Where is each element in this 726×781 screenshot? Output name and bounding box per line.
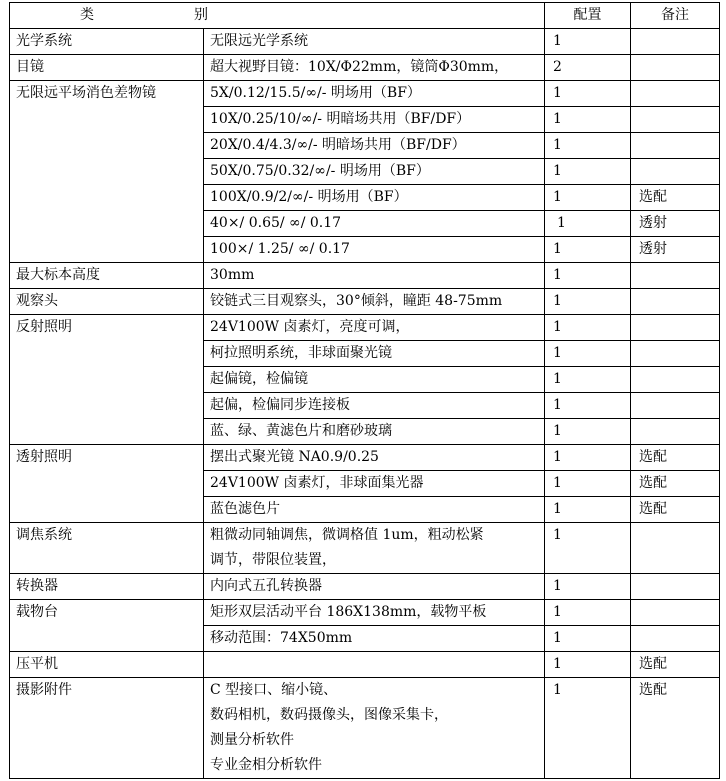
description-cell: 24V100W 卤素灯，亮度可调， — [204, 315, 545, 341]
config-header: 配置 — [545, 3, 631, 29]
config-cell: 1 — [545, 315, 631, 341]
description-cell: 柯拉照明系统，非球面聚光镜 — [204, 341, 545, 367]
description-cell: 移动范围：74X50mm — [204, 626, 545, 652]
description-cell: 100×/ 1.25/ ∞/ 0.17 — [204, 237, 545, 263]
category-cell: 压平机 — [10, 652, 204, 678]
config-cell: 1 — [545, 185, 631, 211]
description-line: 粗微动同轴调焦，微调格值 1um，粗动松紧 — [210, 527, 484, 543]
config-cell: 1 — [545, 393, 631, 419]
description-cell: 50X/0.75/0.32/∞/- 明场用（BF） — [204, 159, 545, 185]
note-cell — [631, 626, 720, 652]
config-cell: 1 — [545, 471, 631, 497]
note-cell — [631, 107, 720, 133]
table-row — [10, 523, 720, 574]
category-cell: 调焦系统 — [10, 523, 204, 574]
config-cell: 2 — [545, 55, 631, 81]
description-line: C 型接口、缩小镜、 — [210, 682, 338, 698]
note-cell — [631, 523, 720, 574]
table-row — [10, 263, 720, 289]
note-cell — [631, 159, 720, 185]
config-cell: 1 — [545, 107, 631, 133]
category-cell: 光学系统 — [10, 29, 204, 55]
note-cell — [631, 55, 720, 81]
config-cell: 1 — [545, 29, 631, 55]
config-cell: 1 — [545, 445, 631, 471]
config-cell: 1 — [545, 600, 631, 626]
config-cell: 1 — [545, 211, 631, 237]
table-row — [10, 600, 720, 626]
config-cell: 1 — [545, 574, 631, 600]
config-cell: 1 — [545, 81, 631, 107]
config-cell: 1 — [545, 419, 631, 445]
table-row — [10, 574, 720, 600]
category-cell: 最大标本高度 — [10, 263, 204, 289]
description-line: 数码相机，数码摄像头，图像采集卡， — [210, 707, 448, 723]
config-cell: 1 — [545, 367, 631, 393]
table-row — [10, 445, 720, 471]
config-cell: 1 — [545, 133, 631, 159]
table-row — [10, 652, 720, 678]
description-cell — [204, 523, 545, 574]
table-row — [10, 29, 720, 55]
category-cell: 摄影附件 — [10, 678, 204, 779]
note-header: 备注 — [631, 3, 720, 29]
description-cell: 30mm — [204, 263, 545, 289]
note-cell — [631, 29, 720, 55]
description-cell: 10X/0.25/10/∞/- 明暗场共用（BF/DF） — [204, 107, 545, 133]
config-cell: 1 — [545, 237, 631, 263]
note-cell: 选配 — [631, 652, 720, 678]
note-cell — [631, 263, 720, 289]
note-cell — [631, 341, 720, 367]
table-row — [10, 55, 720, 81]
note-cell — [631, 133, 720, 159]
note-cell — [631, 315, 720, 341]
note-cell — [631, 81, 720, 107]
category-cell: 载物台 — [10, 600, 204, 652]
description-line: 专业金相分析软件 — [210, 757, 322, 773]
config-cell: 1 — [545, 626, 631, 652]
category-cell: 目镜 — [10, 55, 204, 81]
description-cell: 5X/0.12/15.5/∞/- 明场用（BF） — [204, 81, 545, 107]
table-row — [10, 678, 720, 779]
note-cell — [631, 574, 720, 600]
config-cell: 1 — [545, 263, 631, 289]
note-cell: 选配 — [631, 185, 720, 211]
description-cell: 24V100W 卤素灯，非球面集光器 — [204, 471, 545, 497]
description-cell — [204, 652, 545, 678]
note-cell: 选配 — [631, 471, 720, 497]
spec-table — [9, 2, 720, 779]
config-cell: 1 — [545, 289, 631, 315]
note-cell — [631, 419, 720, 445]
note-cell: 选配 — [631, 497, 720, 523]
note-cell — [631, 367, 720, 393]
description-cell: 40×/ 0.65/ ∞/ 0.17 — [204, 211, 545, 237]
description-cell: 20X/0.4/4.3/∞/- 明暗场共用（BF/DF） — [204, 133, 545, 159]
config-cell: 1 — [545, 652, 631, 678]
description-cell: 内向式五孔转换器 — [204, 574, 545, 600]
category-cell: 透射照明 — [10, 445, 204, 523]
note-cell: 选配 — [631, 678, 720, 779]
table-row — [10, 289, 720, 315]
description-cell: 起偏，检偏同步连接板 — [204, 393, 545, 419]
category-cell: 无限远平场消色差物镜 — [10, 81, 204, 263]
table-row — [10, 315, 720, 341]
description-cell: 超大视野目镜：10X/Φ22mm，镜筒Φ30mm， — [204, 55, 545, 81]
table-row — [10, 81, 720, 107]
description-cell: 蓝色滤色片 — [204, 497, 545, 523]
config-cell: 1 — [545, 678, 631, 779]
note-cell: 透射 — [631, 211, 720, 237]
header-row — [10, 3, 720, 29]
description-cell: 起偏镜，检偏镜 — [204, 367, 545, 393]
note-cell: 选配 — [631, 445, 720, 471]
note-cell — [631, 393, 720, 419]
description-cell: 摆出式聚光镜 NA0.9/0.25 — [204, 445, 545, 471]
description-line: 调节，带限位装置， — [210, 552, 336, 568]
config-cell: 1 — [545, 497, 631, 523]
note-cell — [631, 289, 720, 315]
description-cell: 铰链式三目观察头，30°倾斜，瞳距 48-75mm — [204, 289, 545, 315]
description-cell: 100X/0.9/2/∞/- 明场用（BF） — [204, 185, 545, 211]
category-cell: 观察头 — [10, 289, 204, 315]
config-cell: 1 — [545, 159, 631, 185]
note-cell: 透射 — [631, 237, 720, 263]
description-cell: 矩形双层活动平台 186X138mm，载物平板 — [204, 600, 545, 626]
config-cell: 1 — [545, 523, 631, 574]
description-line: 测量分析软件 — [210, 732, 294, 748]
description-cell: 蓝、绿、黄滤色片和磨砂玻璃 — [204, 419, 545, 445]
category-cell: 反射照明 — [10, 315, 204, 445]
category-cell: 转换器 — [10, 574, 204, 600]
config-cell: 1 — [545, 341, 631, 367]
category-header: 类 别 — [10, 3, 545, 29]
description-cell — [204, 678, 545, 779]
description-cell: 无限远光学系统 — [204, 29, 545, 55]
note-cell — [631, 600, 720, 626]
